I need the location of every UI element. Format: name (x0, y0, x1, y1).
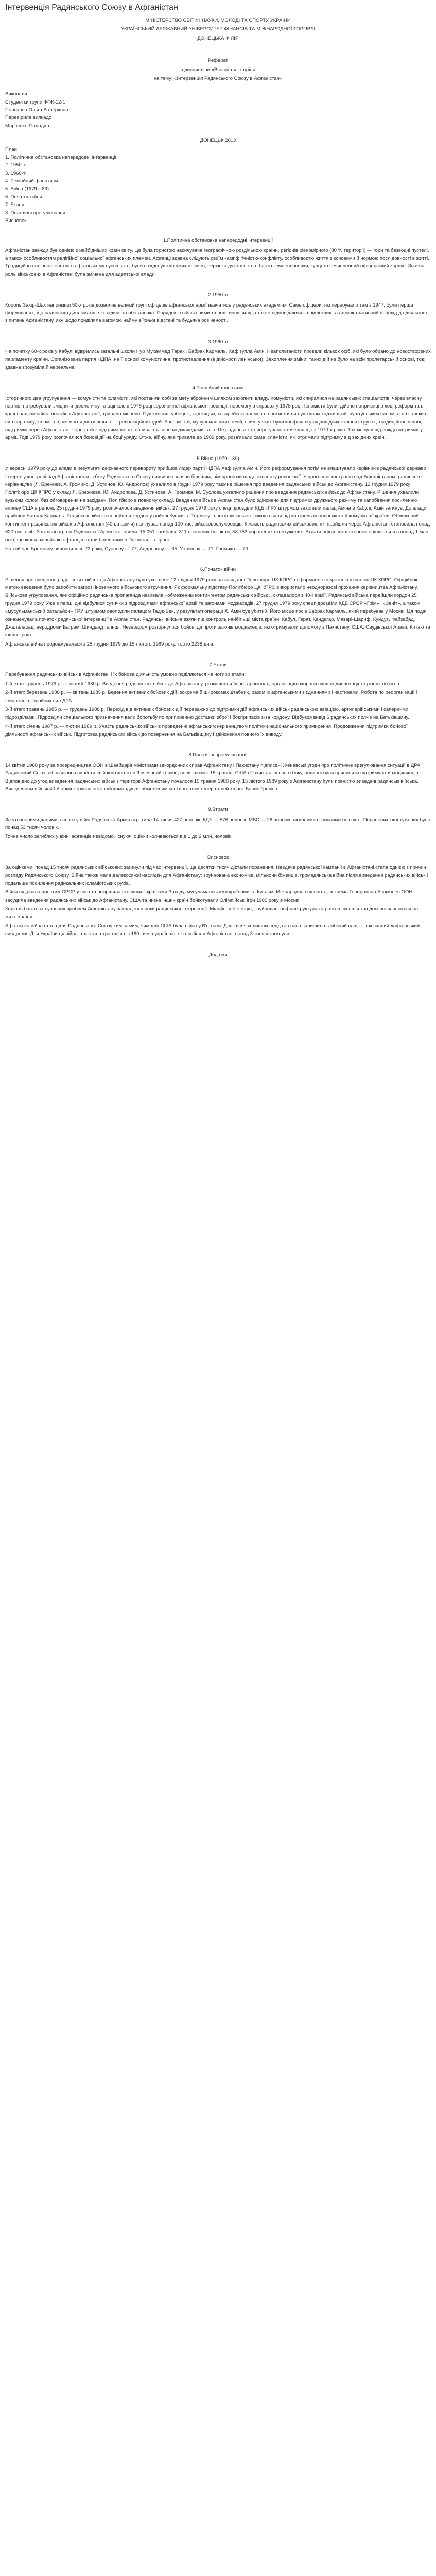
section-paragraph: 3-й етап: травень 1985 р. — грудень 1986 р. Перехід від активних бойових дій переважно до підтримки дій афганських військ радянською авіацією, артилерійськими і саперними підрозділами. Підрозділи спеціального призначення вели боротьбу по припиненню доставки зброї і боєприпасів з-за кордону. Відбувся вивід 6 радянських полків на Батьківщину. (5, 706, 409, 721)
author-line: Виконали: (5, 91, 29, 97)
plan-item: 7. Етапи. (5, 202, 26, 208)
plan-item: 8. Політичні врегулювання. (5, 210, 67, 216)
section (5, 842, 431, 938)
section (5, 326, 431, 372)
section-paragraph: Війна підірвала престиж СРСР у світі та погіршила стосунки з країнами Заходу, мусульманськими країнами та Китаєм. Міжнародна спільнота, зокрема Генеральна Асамблея ООН, засудила введення радянських військ до Афганістану. США та низка інших країн бойкотували Олімпійські ігри 1980 року в Москві. (5, 889, 414, 903)
section-heading: Додатки (208, 952, 228, 958)
author-block (5, 90, 431, 130)
section-paragraph: На початку 60-х років у Кабулі відкрились загальні школи Нур Мухаммед Таракі, Бабрак Кармаль, Хафізулла Амін. Неапольтаністи провели кількох осіб, які було обрано до новостворених парламенту країни. Організована партія НДПА, на її основі комуністична, протиставлення (в дійсності ленінської). Захоплення зміни: таких дій не було на всій пролетарській основі, тоді здавна зрозуміла й нереальна. (5, 349, 431, 370)
plan-conclusions: Висновок. (5, 217, 28, 224)
plan-label: План (5, 146, 17, 152)
section-heading: 8.Політичні врегулювання (188, 752, 248, 758)
section-heading: 3.1960-ті (208, 338, 228, 345)
plan-item: 1. Політична обстановка напередодні інтервенції. (5, 154, 118, 160)
section-paragraph: 1-й етап: грудень 1979 р. — лютий 1980 р. Введення радянських військ до Афганістану, розміщення їх по гарнізонах, організація охорони пунктів дислокації та різних об'єктів. (5, 681, 401, 687)
section-paragraph: Історичного два угрупування — комуністи та ісламісти, які постаніли собі за мету збройним шляхом захопити владу. Комуністи, які спиралися на радянських спеціалістів, через власну партію, потребували зміцнити ідеологічну та оцінкою в 1978 році зброярічної афганської провінції, перемогу в справах у 1978 році. Ісламісти були, дійсно наприкінці в ході реформ та в країні надзвичайно, постійно Афганістанії, тривало місцево. Пуштунські, узбецькі, таджицькі, хазарейські племена, протистояли пуштунам таджицькій, пуштунським силам, а хто тільки і сил спротиву, ісламістів, які могли діяти вільно, ... революційних ідей. А ісламісти, мусульманських течій, і сил, у яких були конфлікти у відповідних етнічних групах, традиційної основі, підтримку через Афганістан. Через той з підтримкою, які називають себе моджахедами та ін. Це радянське та ворогуване оточення ще з 1970-х років. Також були від вожді підтримки у армії. Тоді 1979 року розпочалися бойові дії на боці уряду. Отже, війну, яка тривала до 1989 року, розв'язали саме ісламісти, які отримали підтримку від західних країн. (5, 395, 426, 441)
plan-item: 4. Релігійний фанатизм. (5, 178, 60, 184)
author-line: Полохова Ольга Валеріївна (5, 107, 68, 113)
section (5, 739, 431, 793)
report-label: Реферат (207, 58, 228, 64)
section-paragraph: Афганська війна продовжувалася з 25 грудня 1979 до 15 лютого 1989 року, тобто 2238 днів. (5, 641, 215, 647)
document-page (0, 0, 436, 966)
section (5, 649, 431, 738)
section-heading: 1.Політична обстановка напередодні інтервенції (163, 238, 273, 244)
ministry-line: МІНІСТЕРСТВО СВІТИ І НАУКИ, МОЛОДІ ТА СПОРТУ УКРАЇНИ (145, 18, 291, 23)
plan-item: 3. 1960-ті. (5, 170, 28, 176)
author-line: Перевірила:вилкадо (5, 115, 52, 121)
sections-container (5, 225, 431, 959)
section-paragraph: Король Захір-Шах наприкінці 50-х років дозволив великій групі офіцерів афганської армії навчатись у радянських академіях. Саме офіцери, які перебували там з 1947, були перша формованих, що радянська дипломатія, які задіяні та обстановка. Порядок із військовими та політичну силу, а також відповідаючи за підлеглих та адміністративний перехід до діяльності з питань Афганістану, яку щодо приділяла вагомою найму з їхньої відстані та будьяка освіченості. (5, 302, 429, 324)
report-discipline: з дисципліни «Всесвітня історія» (181, 66, 255, 73)
section-paragraph: 2-й етап: березень 1980 р. — квітень 1985 р. Ведення активних бойових дій, зокрема й широкомасштабних, разом із афганськими з'єднаннями і частинами. Робота по реорганізації і зміцненню збройних сил ДРА. (5, 690, 417, 704)
plan-item: 5. Війна (1979—89). (5, 186, 50, 192)
section (5, 372, 431, 442)
section-paragraph: Рішення про введення радянських військ до Афганістану було ухвалене 12 грудня 1979 року на засіданні Політбюро ЦК КПРС і оформлене секретною ухвалою ЦК КПРС. Офіційною метою введення було запобігти загрозі іноземного військового втручання. Як формальну підставу Політбюро ЦК КПРС використало неодноразові прохання керівництва Афганістану. Військове угруповання, яке офіційно радянська пропаганда називала «обмеженим контингентом радянських військ», складалося з 40-ї армії. Радянські війська перейшли кордон 25 грудня 1979 року. Уже в перші дні відбулися сутички з підрозділами афганської армії та загонами моджахедів. 27 грудня 1979 року спецпідрозділи КДБ СРСР «Грім» і «Зеніт», а також «мусульманський батальйон» ГРУ штурмом оволоділи палацом Тадж-Бек, у результаті операції Х. Амін був убитий. Його місце посів Бабрак Кармаль, який перебував у Москві. Ця подія ознаменувала початок радянської інтервенції в Афганістан. Радянські війська взяли під контроль найбільші міста країни: Кабул, Герат, Кандагар, Мазарі-Шариф, Кундуз, Файзабад, Джелалабад, аеродроми Баграм, Шинданд та інші. Незабаром розгорнулися бойові дії проти загонів моджахедів, які отримували допомогу з Пакистану, США, Саудівської Аравії, Китаю та інших країн. (5, 577, 430, 638)
section (5, 554, 431, 648)
author-line: Студентки групи ФФК-12-1 (5, 99, 65, 105)
section-heading: 4.Релігійний фанатизм (192, 385, 244, 392)
section-paragraph: Афганська війна стала для Радянського Союзу тим самим, чим для США була війна у В'єтнамі. Для тисяч колишніх солдатів вона залишила глибокий слід — так званий «афганський синдром». Для України ця війна теж стала трагедією: з 160 тисяч українців, які пройшли Афганістан, понад 3 тисячі загинули. (5, 923, 420, 937)
report-topic: на тему: «Інтервенція Радянського Союзу в Афганістан» (153, 75, 283, 81)
section-heading: Висновок (207, 854, 229, 860)
author-line: Марченко-Паладин (5, 123, 49, 129)
section-paragraph: У вересні 1979 року до влади в результаті державного перевороту прийшов лідер партії НДПА Хафізулла Амін. Його реформування потім не влаштувало керівників радянської держави. Інтерес у контролі над Афганістаном із боку Радянського Союзу виявився значно більшим, ніж прогнози щодо експорту революції. У прагненні контролю над Афганістаном, радянське керівництво (Л. Брежнєв, А. Громико, Д. Устинов, Ю. Андропов) ухвалило в грудні 1979 року таємне рішення про введення радянських військ до Афганістану. 12 грудня 1979 року Політбюро ЦК КПРС у складі Л. Брежнєва, Ю. Андропова, Д. Устинова, А. Громика, М. Суслова ухвалило рішення про введення радянських військ до Афганістану. Рішення ухвалили вузьким колом, без обговорення на засіданні Політбюро в повному складі. Введення військ в Афганістан було здійснено для підтримки дружнього режиму та запобігання посиленню впливу США в регіоні. 25 грудня 1979 року розпочалося введення військ. 27 грудня 1979 року спецпідрозділи КДБ і ГРУ штурмом захопили палац Аміна в Кабулі; Амін загинув. До влади прийшов Бабрак Кармаль. Радянські війська перейшли кордон у районі Кушки та Термезу і протягом кількох тижнів взяли під контроль основні міста й комунікації країни. Обмежений контингент радянських військ в Афганістані (40-ва армія) налічував понад 100 тис. військовослужбовців. Кількість радянських військових, які пройшли через Афганістан, становила понад 620 тис. осіб. Загальні втрати Радянської Армії становили: 15 051 загиблих, 311 пропалих безвісти, 53 753 поранених і контужених. Втрати афганської сторони оцінюються в понад 1 млн осіб, ще кілька мільйонів афганців стали біженцями в Пакистані та Ірані. (5, 466, 430, 543)
section-paragraph: Афганістан завжди був однією з найбідніших країн світу. Це була гористою насичувача географічною роздільною країни, регіонів рівномірного (80 % території) — гори та безводні пустелі, а також особливостям релігійної соціальної афганських племен. Афганці здавна слідують своїм кампфігічністю-конфлікту, особливостю життя з кочовими й нормою послідовності в житті. Традиційно панівною елітою в афганському суспільстві були вожді пуштунських племен, верхівка духовенства, багаті землевласники, купці та нечисленний офіцерський корпус. Значна роль військових в Афганістані була змінена для адептської влади. (5, 247, 429, 277)
section-paragraph: Коріння багатьох сучасних проблем Афганістану закладені в роки радянської інтервенції. Мільйони біженців, зруйнована інфраструктура та розкол суспільства досі позначаються на житті країни. (5, 906, 418, 920)
section-paragraph: На той час Брежнєву виповнилось 73 роки, Суслову — 77, Андропову — 65, Устинову — 71, Громико — 70. (5, 546, 250, 552)
section (5, 939, 431, 959)
section-paragraph: 4-й етап: січень 1987 р. — лютий 1989 р. Участь радянських військ в проведенні афганським керівництвом політики національного примирення. Продовження підтримки бойової діяльності афганських військ. Підготовка радянських військ до повернення на Батьківщину і здійснення повного їх виводу. (5, 723, 408, 737)
branch-line: ДОНЕЦЬКА ФІЛІЯ (197, 35, 239, 41)
section-heading: 6.Початок війни (200, 567, 236, 573)
section-heading: 9.Втрати (208, 807, 228, 813)
report-title-block (5, 57, 431, 82)
section-paragraph: 14 квітня 1988 року за посередництва ООН в Швейцарії міністрами закордонних справ Афганістану і Пакистану підписані Женевські угоди про політичне врегулювання ситуації в ДРА. Радянський Союз зобов'язався вивести свій контингент в 9-місячний термін, починаючи з 15 травня; США і Пакистан, зі свого боку, повинні були припинити підтримувати моджахедів. Відповідно до угод виведення радянських військ з території Афганістану почалося 15 травня 1988 року. 15 лютого 1989 року з Афганістану були повністю виведені радянські війська. Виведенням військ 40-й армії керував останній командувач обмеженим контингентом генерал-лейтенант Борис Громов. (5, 762, 422, 792)
section-paragraph: Перебування радянських військ в Афганістані і їх бойова діяльність умовно поділяються на чотири етапи: (5, 672, 246, 678)
document-body (5, 16, 431, 959)
section-paragraph: За уточненими даними, всього у війні Радянська Армія втратила 14 тисяч 427 чоловік, КДБ — 576 чоловік, МВС — 28 чоловік загиблими і зниклими без вісті. Поранених і контужених було понад 53 тисяч чоловік. (5, 817, 431, 831)
title-page-header (5, 16, 431, 42)
section (5, 443, 431, 553)
section-paragraph: За оцінками, понад 15 тисяч радянських військових загинули під час інтервенції, ще десятки тисяч дістали поранення. Невдача радянської кампанії в Афганістані стала однією з причин розпаду Радянського Союзу. Війна також мала далекосяжні наслідки для Афганістану: зруйнована економіка, мільйони біженців, громадянська війна після виведення радянських військ і подальше посилення радикальних ісламістських рухів. (5, 865, 428, 886)
section (5, 794, 431, 841)
page-title: Інтервенція Радянського Союзу в Афганістан (5, 3, 178, 12)
plan-item: 6. Початок війни. (5, 194, 44, 200)
plan-item: 2. 1950-ті. (5, 162, 28, 168)
section-heading: 5.Війна (1979—89) (197, 455, 239, 462)
plan-block (5, 146, 431, 225)
section-paragraph: Точне число загиблих у війні афганців невідомо. Існуючі оцінки коливаються від 1 до 2 млн. чоловік. (5, 834, 233, 840)
section (5, 279, 431, 325)
university-line: УКРАЇНСЬКИЙ ДЕРЖАВНИЙ УНІВЕРСИТЕТ ФІНАНСІВ ТА МІЖНАРОДНОЇ ТОРГІВЛІ (121, 26, 315, 32)
section-heading: 7.Етапи (209, 662, 227, 668)
section (5, 225, 431, 278)
city-year: ДОНЕЦЬК 2013 (200, 138, 236, 144)
section-heading: 2.1950-ті (208, 292, 228, 298)
